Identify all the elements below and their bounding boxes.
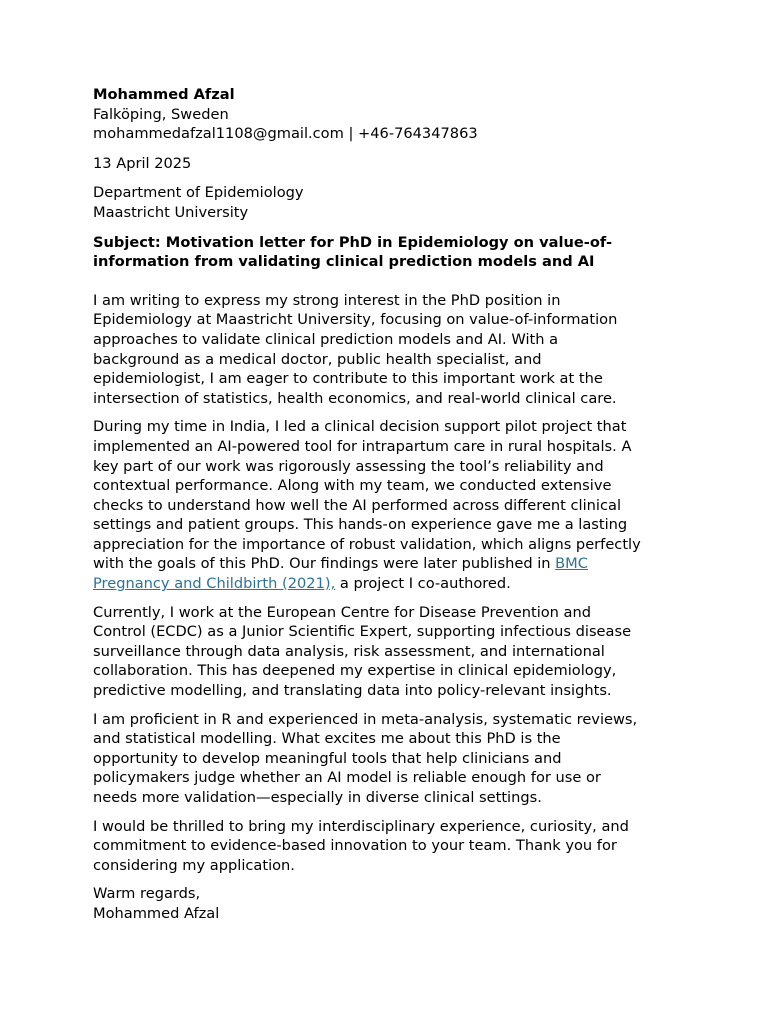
paragraph-text: a project I co-authored. <box>335 575 511 593</box>
paragraph-line: Currently, I work at the European Centre for Disease Prevention and <box>93 603 592 621</box>
recipient-block <box>93 183 683 222</box>
paragraph-line: policymakers judge whether an AI model is reliable enough for use or <box>93 769 601 787</box>
subject-line <box>93 233 683 272</box>
paragraph-line: I would be thrilled to bring my interdisciplinary experience, curiosity, and <box>93 817 629 835</box>
letter-date: 13 April 2025 <box>93 154 192 172</box>
sender-block <box>93 85 683 144</box>
paragraph-4 <box>93 710 683 808</box>
paragraph-line: intersection of statistics, health economics, and real-world clinical care. <box>93 389 617 407</box>
letter <box>93 85 683 924</box>
paragraph-line: background as a medical doctor, public health specialist, and <box>93 350 542 368</box>
sender-name: Mohammed Afzal <box>93 86 235 103</box>
paragraph-3 <box>93 603 683 701</box>
paragraph-text: with the goals of this PhD. Our findings were later published in <box>93 555 556 573</box>
paragraph-line-with-link <box>93 574 683 594</box>
sender-contact: mohammedafzal1108@gmail.com | +46-764347863 <box>93 125 478 143</box>
closing-salutation: Warm regards, <box>93 885 201 903</box>
paragraph-line: collaboration. This has deepened my expertise in clinical epidemiology, <box>93 662 617 680</box>
publication-link[interactable]: BMC <box>555 555 588 573</box>
paragraph-line: commitment to evidence-based innovation to your team. Thank you for <box>93 837 617 855</box>
subject-line-2: information from validating clinical prediction models and AI <box>93 253 595 271</box>
recipient-university: Maastricht University <box>93 203 249 221</box>
paragraph-line: predictive modelling, and translating data into policy-relevant insights. <box>93 682 612 700</box>
paragraph-line: Control (ECDC) as a Junior Scientific Expert, supporting infectious disease <box>93 623 632 641</box>
paragraph-line: During my time in India, I led a clinical decision support pilot project that <box>93 418 627 436</box>
paragraph-line: and statistical modelling. What excites me about this PhD is the <box>93 730 561 748</box>
paragraph-line: considering my application. <box>93 856 295 874</box>
paragraph-2 <box>93 417 683 593</box>
paragraph-line: I am proficient in R and experienced in meta-analysis, systematic reviews, <box>93 710 638 728</box>
paragraph-line: surveillance through data analysis, risk assessment, and international <box>93 642 605 660</box>
paragraph-5 <box>93 817 683 876</box>
paragraph-line: epidemiologist, I am eager to contribute to this important work at the <box>93 370 603 388</box>
signature-name: Mohammed Afzal <box>93 904 220 922</box>
subject-line-1: Subject: Motivation letter for PhD in Epidemiology on value-of- <box>93 233 613 251</box>
publication-link[interactable]: Pregnancy and Childbirth (2021), <box>93 575 336 593</box>
paragraph-line: implemented an AI-powered tool for intrapartum care in rural hospitals. A <box>93 437 632 455</box>
recipient-department: Department of Epidemiology <box>93 184 304 202</box>
paragraph-line: checks to understand how well the AI performed across different clinical <box>93 496 621 514</box>
paragraph-line: Epidemiology at Maastricht University, focusing on value-of-information <box>93 311 618 329</box>
paragraph-line: approaches to validate clinical prediction models and AI. With a <box>93 330 559 348</box>
paragraph-line: needs more validation—especially in diverse clinical settings. <box>93 789 542 806</box>
sender-location: Falköping, Sweden <box>93 105 229 123</box>
paragraph-line-with-link <box>93 554 683 574</box>
paragraph-line: contextual performance. Along with my team, we conducted extensive <box>93 477 612 495</box>
closing-block <box>93 884 683 923</box>
paragraph-line: key part of our work was rigorously assessing the tool’s reliability and <box>93 457 604 475</box>
paragraph-line: opportunity to develop meaningful tools that help clinicians and <box>93 749 562 767</box>
paragraph-line: appreciation for the importance of robust validation, which aligns perfectly <box>93 535 641 553</box>
paragraph-line: I am writing to express my strong interest in the PhD position in <box>93 291 561 309</box>
date-block <box>93 154 683 174</box>
paragraph-line: settings and patient groups. This hands-on experience gave me a lasting <box>93 516 628 534</box>
paragraph-1 <box>93 291 683 409</box>
